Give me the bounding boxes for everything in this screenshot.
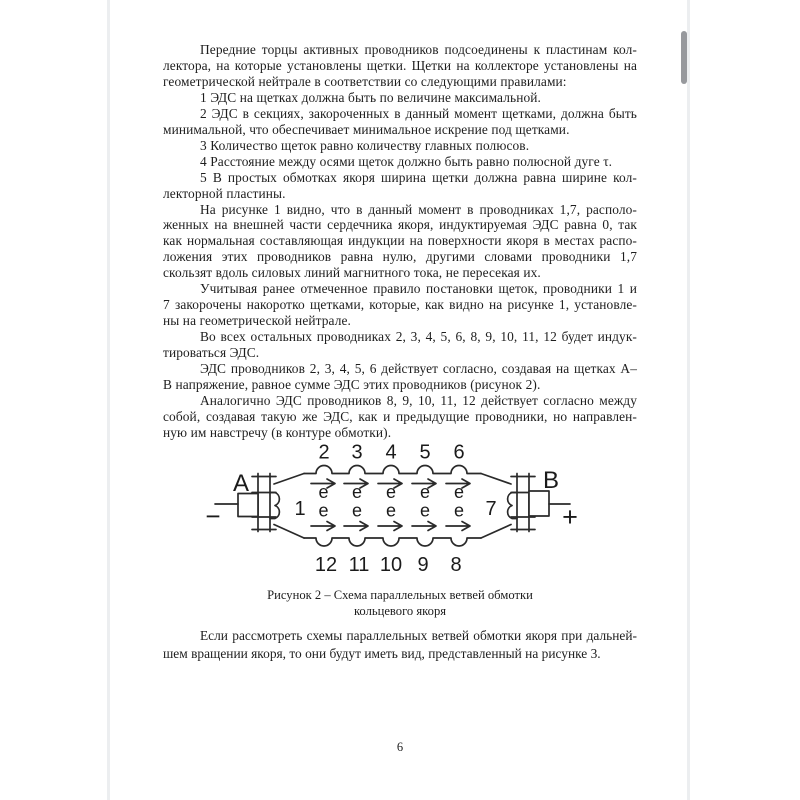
text-line: шем вращении якоря, то они будут иметь вид, представленный на рисунке 3. <box>163 646 601 662</box>
text-line: ную им навстречу (в контуре обмотки). <box>163 424 392 440</box>
conductor-number: 4 <box>385 441 397 464</box>
emf-label: e <box>419 482 431 502</box>
figure-caption <box>163 588 637 619</box>
text-line: собой, создавая такую же ЭДС, как и предыдущие проводники, но направлен- <box>163 408 637 424</box>
text-line: как нормальная составляющая индукции на поверхности якоря в местах распо- <box>163 233 637 249</box>
text-line: лектора, на которые установлены щетки. Щетки на коллекторе установлены на <box>163 57 637 73</box>
conductor-number: 12 <box>314 554 338 576</box>
plus-terminal: + <box>562 502 578 532</box>
minus-terminal: − <box>205 501 221 531</box>
conductor-number: 6 <box>453 441 465 464</box>
text-line: Аналогично ЭДС проводников 8, 9, 10, 11, 12 действует согласно между <box>200 392 637 408</box>
conductor-number: 7 <box>485 498 497 520</box>
text-line: Во всех остальных проводниках 2, 3, 4, 5, 6, 8, 9, 10, 11, 12 будет индук- <box>200 329 637 345</box>
conductor-number: 10 <box>379 554 403 576</box>
emf-label: e <box>318 500 329 521</box>
top-conductor-numbers <box>318 442 464 464</box>
text-line: Передние торцы активных проводников подсоединены к пластинам кол- <box>200 42 637 57</box>
text-line: В напряжение, равное сумме ЭДС этих проводников (рисунок 2). <box>163 377 541 393</box>
text-line: скользят вдоль силовых линий магнитного тока, не пересекая их. <box>163 265 541 281</box>
conductor-number: 1 <box>294 498 306 520</box>
figure-caption-line: кольцевого якоря <box>353 603 447 618</box>
conductor-number: 8 <box>450 554 462 576</box>
emf-label: e <box>453 500 465 521</box>
emf-label: e <box>385 500 397 521</box>
emf-arrow-icon <box>412 522 436 531</box>
page-left-edge <box>107 0 110 800</box>
conductor-number: 11 <box>348 554 370 576</box>
winding-bottom-wire <box>304 538 481 546</box>
closing-paragraph <box>163 627 637 663</box>
emf-arrow-icon <box>446 522 470 531</box>
figure-caption-line: Рисунок 2 – Схема параллельных ветвей обмотки <box>267 588 533 602</box>
text-line: 5 В простых обмотках якоря ширина щетки должна равна ширине кол- <box>200 169 637 185</box>
text-line: Если рассмотреть схемы параллельных ветвей обмотки якоря при дальней- <box>200 628 637 643</box>
conductor-number: 2 <box>318 441 330 464</box>
emf-arrows-bottom <box>311 522 470 531</box>
figure-2-winding-diagram <box>200 438 600 580</box>
emf-arrow-icon <box>344 522 368 531</box>
conductor-1-loops <box>270 493 279 519</box>
emf-arrow-icon <box>311 522 335 531</box>
emf-arrow-icon <box>378 522 402 531</box>
bottom-conductor-numbers <box>315 554 462 576</box>
emf-label: e <box>351 482 363 502</box>
text-line: ны на геометрической нейтрале. <box>163 313 351 329</box>
text-line: лекторной пластины. <box>163 185 286 201</box>
text-line: минимальной, что обеспечивает минимальное искрение под щетками. <box>163 121 570 137</box>
text-line: 2 ЭДС в секциях, закороченных в данный момент щетками, должна быть <box>200 105 637 121</box>
emf-labels-top <box>318 482 464 502</box>
text-line: 3 Количество щеток равно количеству главных полюсов. <box>200 137 530 153</box>
page-number: 6 <box>396 740 404 754</box>
conductor-number: 9 <box>417 554 429 576</box>
body-text <box>163 42 637 441</box>
brush-right <box>529 491 549 516</box>
text-line: 4 Расстояние между осями щеток должно быть равно полюсной дуге τ. <box>200 153 613 169</box>
text-line: 1 ЭДС на щетках должна быть по величине максимальной. <box>200 89 541 105</box>
text-line: На рисунке 1 видно, что в данный момент в проводниках 1,7, располо- <box>200 201 637 217</box>
brush-right-label: B <box>542 467 560 494</box>
conductor-number: 5 <box>419 441 431 464</box>
text-line: Учитывая ранее отмеченное правило постановки щеток, проводники 1 и <box>200 281 637 297</box>
brush-left-label: A <box>232 470 250 497</box>
emf-label: e <box>318 482 329 502</box>
emf-label: e <box>351 500 363 521</box>
text-line: ложения этих проводников равна нулю, другими словами проводники 1,7 <box>163 249 637 265</box>
text-line: тироваться ЭДС. <box>163 345 260 361</box>
text-line: геометрической нейтрале в соответствии со следующими правилами: <box>163 73 567 89</box>
conductor-number: 3 <box>351 441 363 464</box>
emf-labels-bottom <box>318 501 464 521</box>
text-line: 7 закорочены накоротко щетками, которые, как видно на рисунке 1, установле- <box>163 297 637 313</box>
emf-label: e <box>419 500 431 521</box>
emf-label: e <box>385 482 397 502</box>
text-line: ЭДС проводников 2, 3, 4, 5, 6 действует согласно, создавая на щетках А– <box>200 361 637 377</box>
winding-top-wire <box>304 466 481 474</box>
page-right-edge <box>687 0 690 800</box>
emf-label: e <box>453 482 465 502</box>
text-line: женных на внешней части сердечника якоря, индуктируемая ЭДС равна 0, так <box>163 217 637 233</box>
scrollbar-thumb[interactable] <box>681 31 687 84</box>
conductor-7-loops <box>508 493 517 519</box>
